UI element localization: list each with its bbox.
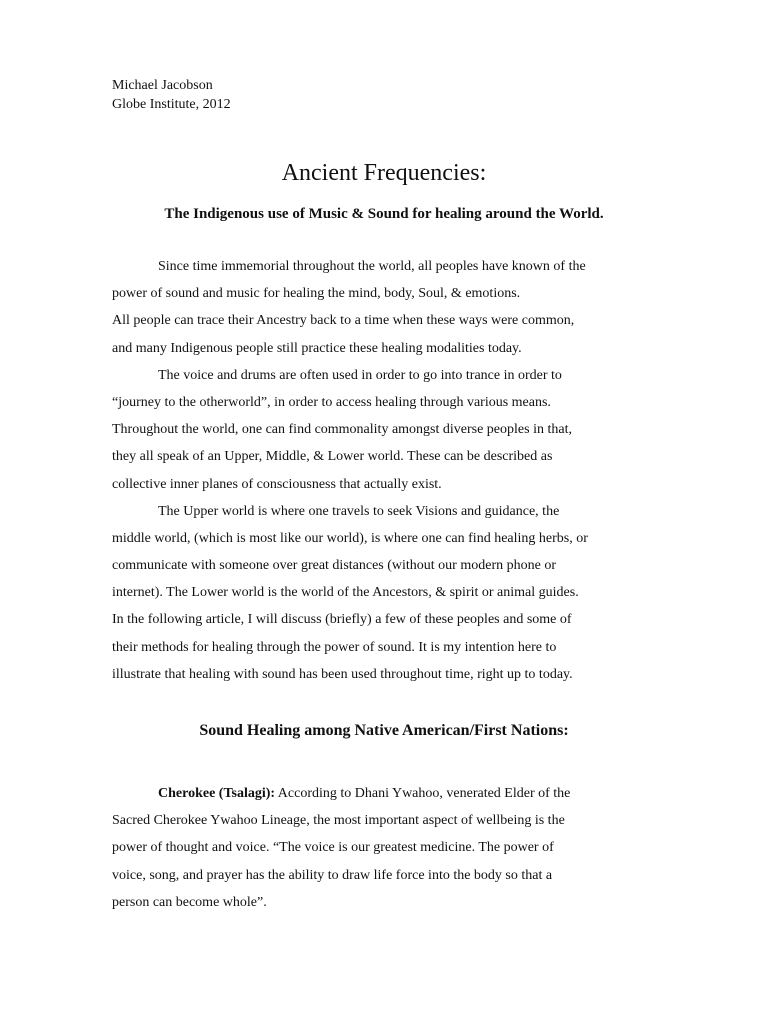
- body-line: In the following article, I will discuss (briefly) a few of these peoples and some of: [112, 612, 572, 628]
- body-line: “journey to the otherworld”, in order to access healing through various means.: [112, 394, 551, 410]
- body-line: and many Indigenous people still practice these healing modalities today.: [112, 340, 522, 356]
- document-subtitle: The Indigenous use of Music & Sound for healing around the World.: [164, 206, 604, 222]
- body-line: power of sound and music for healing the mind, body, Soul, & emotions.: [112, 286, 521, 302]
- body-line: they all speak of an Upper, Middle, & Lower world. These can be described as: [112, 449, 553, 465]
- body-line: illustrate that healing with sound has been used throughout time, right up to today.: [112, 666, 573, 682]
- author-block: [112, 76, 231, 114]
- author-affiliation: Globe Institute, 2012: [112, 97, 231, 112]
- intro-body: [112, 253, 660, 688]
- section-heading: Sound Healing among Native American/First Nations:: [199, 722, 569, 739]
- cherokee-paragraph: [112, 780, 660, 916]
- author-name: Michael Jacobson: [112, 78, 213, 93]
- cherokee-label: Cherokee (Tsalagi):: [158, 786, 276, 801]
- cherokee-first-line: [112, 780, 660, 807]
- body-line: internet). The Lower world is the world of the Ancestors, & spirit or animal guides.: [112, 585, 579, 601]
- body-line: person can become whole”.: [112, 894, 267, 910]
- body-line: communicate with someone over great distances (without our modern phone or: [112, 558, 556, 574]
- body-line: voice, song, and prayer has the ability to draw life force into the body so that a: [112, 867, 553, 883]
- cherokee-first-line-text: According to Dhani Ywahoo, venerated Elder of the: [275, 786, 571, 801]
- body-line: power of thought and voice. “The voice is our greatest medicine. The power of: [112, 840, 554, 856]
- body-line: collective inner planes of consciousness that actually exist.: [112, 476, 442, 492]
- body-line: middle world, (which is most like our world), is where one can find healing herbs, or: [112, 530, 588, 546]
- body-line: Since time immemorial throughout the world, all peoples have known of the: [158, 259, 586, 274]
- document-title: Ancient Frequencies:: [281, 160, 487, 186]
- body-line: The voice and drums are often used in order to go into trance in order to: [158, 367, 562, 383]
- body-line: Throughout the world, one can find commonality amongst diverse peoples in that,: [112, 422, 572, 438]
- body-line: Sacred Cherokee Ywahoo Lineage, the most important aspect of wellbeing is the: [112, 813, 565, 829]
- body-line: The Upper world is where one travels to seek Visions and guidance, the: [158, 503, 560, 519]
- body-line: their methods for healing through the power of sound. It is my intention here to: [112, 639, 557, 655]
- body-line: All people can trace their Ancestry back to a time when these ways were common,: [112, 313, 575, 329]
